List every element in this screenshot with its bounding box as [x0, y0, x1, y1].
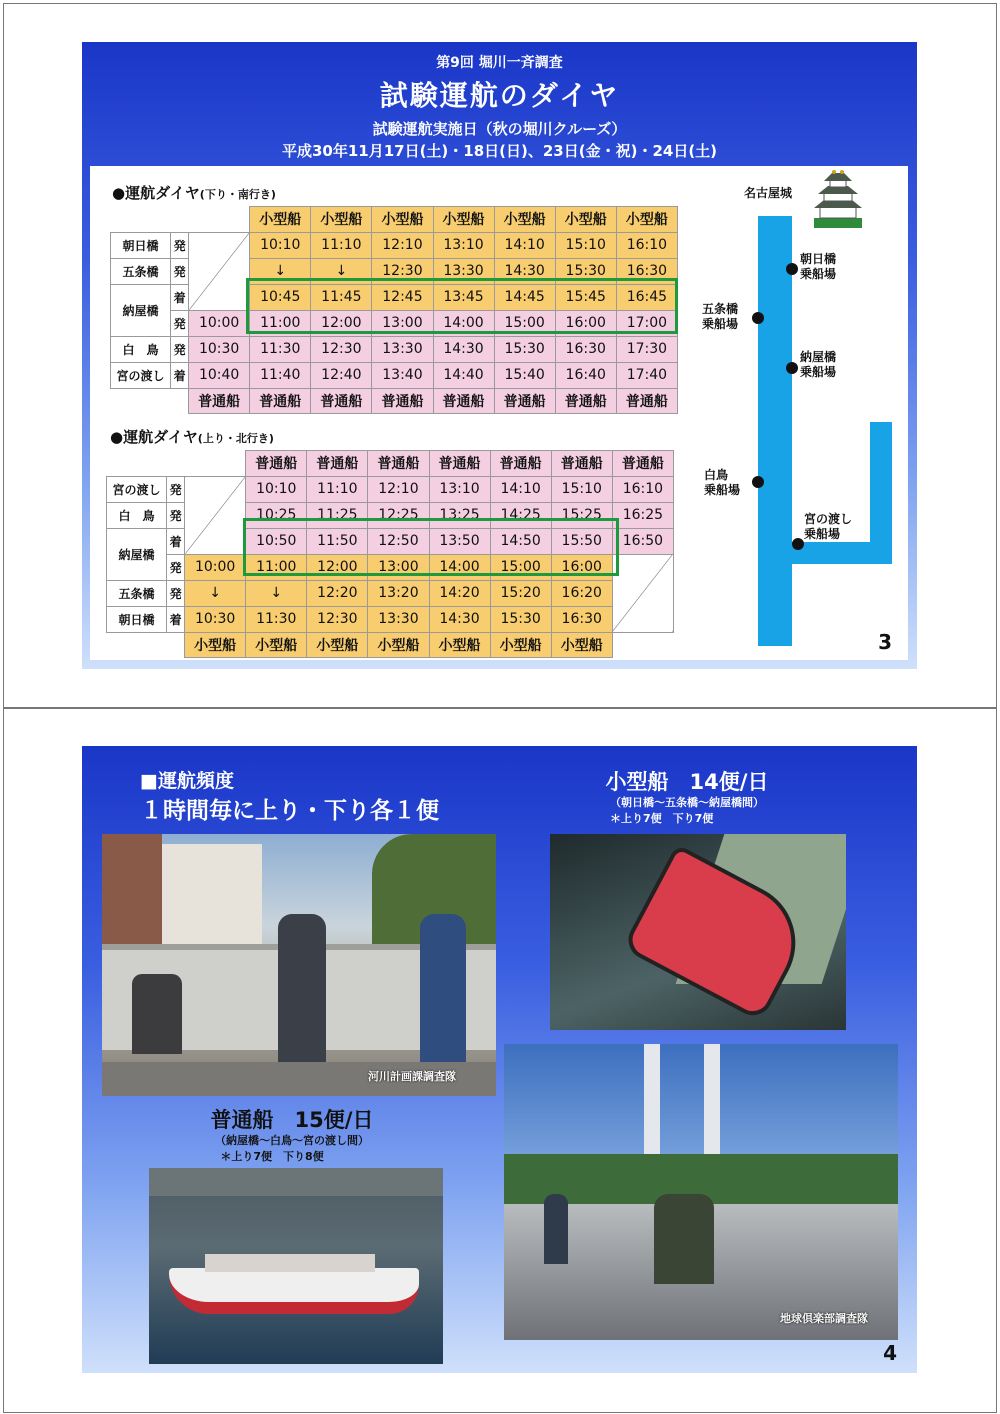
time-cell: 15:25 — [551, 502, 612, 528]
boat-type-footer: 小型船 — [490, 632, 551, 658]
shiratori-pier-label: 白鳥 乗船場 — [704, 468, 741, 497]
station-name: 五条橋 — [111, 258, 171, 284]
person — [544, 1194, 568, 1264]
time-cell: 10:30 — [185, 606, 246, 632]
time-cell: 13:10 — [433, 232, 494, 258]
time-cell: 14:40 — [433, 362, 494, 388]
station-name: 納屋橋 — [111, 284, 171, 336]
time-cell: 10:25 — [246, 502, 307, 528]
boat-type-header: 普通船 — [307, 451, 368, 477]
boat-type-header: 小型船 — [372, 207, 433, 233]
slide-timetable — [82, 42, 917, 669]
page-number: 3 — [878, 630, 892, 654]
boat-type-footer: 小型船 — [307, 632, 368, 658]
building — [162, 844, 262, 944]
station-name: 納屋橋 — [107, 528, 167, 580]
station-name: 朝日橋 — [107, 606, 167, 632]
station-name: 白 鳥 — [107, 502, 167, 528]
time-cell: 11:30 — [250, 336, 311, 362]
up-heading-direction: (上り・北行き) — [197, 432, 274, 445]
castle-icon — [808, 168, 868, 230]
time-cell: 15:00 — [490, 554, 551, 580]
time-cell: 12:25 — [368, 502, 429, 528]
time-cell: 14:10 — [494, 232, 555, 258]
diagonal-cell — [612, 554, 673, 632]
time-cell: 15:10 — [555, 232, 616, 258]
normal-boat-title: 普通船 15便/日 — [210, 1108, 374, 1132]
table-row — [111, 232, 678, 258]
station-name: 宮の渡し — [107, 476, 167, 502]
table-row — [107, 451, 674, 477]
boat-type-footer: 普通船 — [250, 388, 311, 414]
dep-arr-mark: 発 — [171, 258, 189, 284]
time-cell: 12:10 — [372, 232, 433, 258]
time-cell: 15:10 — [551, 476, 612, 502]
time-cell: 10:45 — [250, 284, 311, 310]
table-row — [107, 606, 674, 632]
person — [132, 974, 182, 1054]
station-name: 白 鳥 — [111, 336, 171, 362]
dep-arr-mark: 発 — [171, 310, 189, 336]
dep-arr-mark: 発 — [171, 232, 189, 258]
time-cell: 15:30 — [555, 258, 616, 284]
time-cell: 10:00 — [189, 310, 250, 336]
time-cell: 17:40 — [616, 362, 677, 388]
bridge-deck — [149, 1168, 443, 1196]
dep-arr-mark: 発 — [167, 502, 185, 528]
time-cell: 14:10 — [490, 476, 551, 502]
time-cell: 12:00 — [307, 554, 368, 580]
time-cell: 14:30 — [433, 336, 494, 362]
boat-type-header: 小型船 — [311, 207, 372, 233]
time-cell: 12:45 — [372, 284, 433, 310]
frequency-heading: ■運航頻度 — [140, 770, 234, 792]
shiratori-pier-marker — [752, 476, 764, 488]
time-cell: 12:20 — [307, 580, 368, 606]
time-cell: 16:00 — [555, 310, 616, 336]
time-cell: 12:00 — [311, 310, 372, 336]
frequency-summary: １時間毎に上り・下り各１便 — [140, 798, 439, 824]
table-row — [111, 207, 678, 233]
time-cell: 12:50 — [368, 528, 429, 554]
survey-subtitle: 第9回 堀川一斉調査 — [436, 55, 563, 71]
time-cell: 17:30 — [616, 336, 677, 362]
slide-frequency — [82, 746, 917, 1373]
time-cell: 15:50 — [551, 528, 612, 554]
station-name: 五条橋 — [107, 580, 167, 606]
time-cell: ↓ — [246, 580, 307, 606]
time-cell: 13:00 — [368, 554, 429, 580]
time-cell: 14:30 — [494, 258, 555, 284]
diagonal-cell — [189, 232, 250, 310]
transfer-highlight-up — [243, 518, 619, 576]
castle-label: 名古屋城 — [744, 186, 793, 200]
time-cell: 12:30 — [311, 336, 372, 362]
time-cell: 14:00 — [429, 554, 490, 580]
time-cell: 16:10 — [616, 232, 677, 258]
time-cell: 16:10 — [612, 476, 673, 502]
table-row — [111, 336, 678, 362]
normal-boat-route: （納屋橋～白鳥～宮の渡し間） — [215, 1134, 369, 1147]
normal-boat-note: ＊上り7便 下り8便 — [220, 1150, 324, 1163]
survey-team-photo — [102, 834, 496, 1096]
time-cell: 12:10 — [368, 476, 429, 502]
up-heading-text: ●運航ダイヤ — [110, 428, 198, 446]
time-cell: 12:30 — [372, 258, 433, 284]
time-cell: 16:30 — [555, 336, 616, 362]
time-cell: 10:10 — [246, 476, 307, 502]
boat-type-footer: 普通船 — [372, 388, 433, 414]
time-cell: 16:50 — [612, 528, 673, 554]
boat-type-header: 小型船 — [555, 207, 616, 233]
dep-arr-mark: 発 — [167, 554, 185, 580]
time-cell: 13:40 — [372, 362, 433, 388]
table-row — [107, 632, 674, 658]
dep-arr-mark: 着 — [171, 362, 189, 388]
boat-type-footer: 小型船 — [429, 632, 490, 658]
time-cell: 14:50 — [490, 528, 551, 554]
boat-type-footer: 小型船 — [185, 632, 246, 658]
time-cell: 13:25 — [429, 502, 490, 528]
time-cell: 11:00 — [250, 310, 311, 336]
time-cell: 11:50 — [307, 528, 368, 554]
hori-river — [758, 216, 792, 646]
miya-pier-marker — [792, 538, 804, 550]
transfer-highlight-down — [246, 278, 678, 334]
boat-type-footer: 普通船 — [189, 388, 250, 414]
boat-type-header: 普通船 — [612, 451, 673, 477]
small-boat-note: ＊上り7便 下り7便 — [610, 812, 714, 825]
time-cell: 10:00 — [185, 554, 246, 580]
boat-type-footer: 小型船 — [246, 632, 307, 658]
boat-type-header: 普通船 — [246, 451, 307, 477]
time-cell: 10:30 — [189, 336, 250, 362]
time-cell: 10:50 — [246, 528, 307, 554]
time-cell: 16:30 — [616, 258, 677, 284]
boat-type-footer: 普通船 — [555, 388, 616, 414]
passenger-boat-photo — [149, 1168, 443, 1364]
time-cell: 11:40 — [250, 362, 311, 388]
boat-type-footer: 普通船 — [311, 388, 372, 414]
time-cell: 15:45 — [555, 284, 616, 310]
time-cell: 10:10 — [250, 232, 311, 258]
time-cell: 15:30 — [490, 606, 551, 632]
naya-pier-marker — [786, 362, 798, 374]
gojo-pier-label: 五条橋 乗船場 — [702, 302, 739, 331]
time-cell: 12:40 — [311, 362, 372, 388]
photo-credit: 河川計画課調査隊 — [368, 1070, 456, 1083]
small-boat-title: 小型船 14便/日 — [605, 770, 769, 794]
boat-type-header: 小型船 — [494, 207, 555, 233]
person — [420, 914, 466, 1064]
boat-type-header: 普通船 — [551, 451, 612, 477]
down-heading-text: ●運航ダイヤ — [112, 184, 200, 202]
dep-arr-mark: 着 — [167, 606, 185, 632]
station-name: 宮の渡し — [111, 362, 171, 388]
boat-type-header: 普通船 — [490, 451, 551, 477]
time-cell: 14:25 — [490, 502, 551, 528]
table-row — [107, 476, 674, 502]
time-cell: 16:25 — [612, 502, 673, 528]
time-cell: 11:25 — [307, 502, 368, 528]
slide-title: 試験運航のダイヤ — [379, 79, 620, 112]
time-cell: 14:45 — [494, 284, 555, 310]
time-cell: 13:30 — [368, 606, 429, 632]
boat-type-header: 小型船 — [250, 207, 311, 233]
time-cell: 14:00 — [433, 310, 494, 336]
time-cell: 13:30 — [433, 258, 494, 284]
time-cell: 17:00 — [616, 310, 677, 336]
time-cell: 15:20 — [490, 580, 551, 606]
boat-type-header: 普通船 — [429, 451, 490, 477]
time-cell: 13:45 — [433, 284, 494, 310]
table-row — [107, 580, 674, 606]
time-cell: ↓ — [185, 580, 246, 606]
dep-arr-mark: 発 — [171, 336, 189, 362]
person — [278, 914, 326, 1064]
time-cell: 10:40 — [189, 362, 250, 388]
boat-type-header: 小型船 — [433, 207, 494, 233]
dep-arr-mark: 着 — [167, 528, 185, 554]
boat-type-footer: 小型船 — [551, 632, 612, 658]
time-cell: 13:20 — [368, 580, 429, 606]
miya-pier-label: 宮の渡し 乗船場 — [804, 512, 853, 541]
naya-pier-label: 納屋橋 乗船場 — [800, 350, 837, 379]
suspension-bridge-photo — [504, 1044, 898, 1340]
time-cell: 11:10 — [311, 232, 372, 258]
time-cell: 14:20 — [429, 580, 490, 606]
table-row — [111, 362, 678, 388]
time-cell: ↓ — [311, 258, 372, 284]
time-cell: 15:40 — [494, 362, 555, 388]
page-number: 4 — [883, 1341, 897, 1365]
time-cell: 14:30 — [429, 606, 490, 632]
building — [102, 834, 162, 944]
time-cell: 13:10 — [429, 476, 490, 502]
passenger-boat — [169, 1268, 419, 1314]
boat-type-footer: 普通船 — [616, 388, 677, 414]
time-cell: 12:30 — [307, 606, 368, 632]
time-cell: 16:45 — [616, 284, 677, 310]
down-heading-direction: (下り・南行き) — [199, 188, 276, 201]
boat-type-footer: 普通船 — [433, 388, 494, 414]
cruise-dates-label: 試験運航実施日（秋の堀川クルーズ） — [372, 120, 627, 138]
photo-credit: 地球倶楽部調査隊 — [780, 1312, 868, 1325]
dep-arr-mark: 着 — [171, 284, 189, 310]
boat-type-header: 小型船 — [616, 207, 677, 233]
asahi-pier-label: 朝日橋 乗船場 — [800, 252, 837, 281]
time-cell: 11:00 — [246, 554, 307, 580]
time-cell: 16:40 — [555, 362, 616, 388]
dep-arr-mark: 発 — [167, 476, 185, 502]
time-cell: 11:30 — [246, 606, 307, 632]
asahi-pier-marker — [786, 263, 798, 275]
time-cell: ↓ — [250, 258, 311, 284]
down-timetable-heading — [112, 182, 276, 203]
time-cell: 16:00 — [551, 554, 612, 580]
cruise-dates: 平成30年11月17日(土)・18日(日)、23日(金・祝)・24日(土) — [281, 142, 718, 160]
time-cell: 13:30 — [372, 336, 433, 362]
time-cell: 15:00 — [494, 310, 555, 336]
boat-type-footer: 普通船 — [494, 388, 555, 414]
station-name: 朝日橋 — [111, 232, 171, 258]
time-cell: 15:30 — [494, 336, 555, 362]
diagonal-cell — [185, 476, 246, 554]
dep-arr-mark: 発 — [167, 580, 185, 606]
time-cell: 11:10 — [307, 476, 368, 502]
timetable-panel — [90, 166, 908, 660]
people-group — [654, 1194, 714, 1284]
boat-type-footer: 小型船 — [368, 632, 429, 658]
time-cell: 16:20 — [551, 580, 612, 606]
time-cell: 13:00 — [372, 310, 433, 336]
time-cell: 11:45 — [311, 284, 372, 310]
time-cell: 13:50 — [429, 528, 490, 554]
up-timetable-heading — [110, 426, 274, 447]
small-boat-photo — [550, 834, 846, 1030]
gojo-pier-marker — [752, 312, 764, 324]
river-east-channel — [870, 422, 892, 564]
boat-cabin — [205, 1254, 375, 1272]
small-boat-route: （朝日橋～五条橋～納屋橋間） — [610, 796, 764, 809]
boat-type-header: 普通船 — [368, 451, 429, 477]
table-row — [111, 388, 678, 414]
time-cell: 16:30 — [551, 606, 612, 632]
